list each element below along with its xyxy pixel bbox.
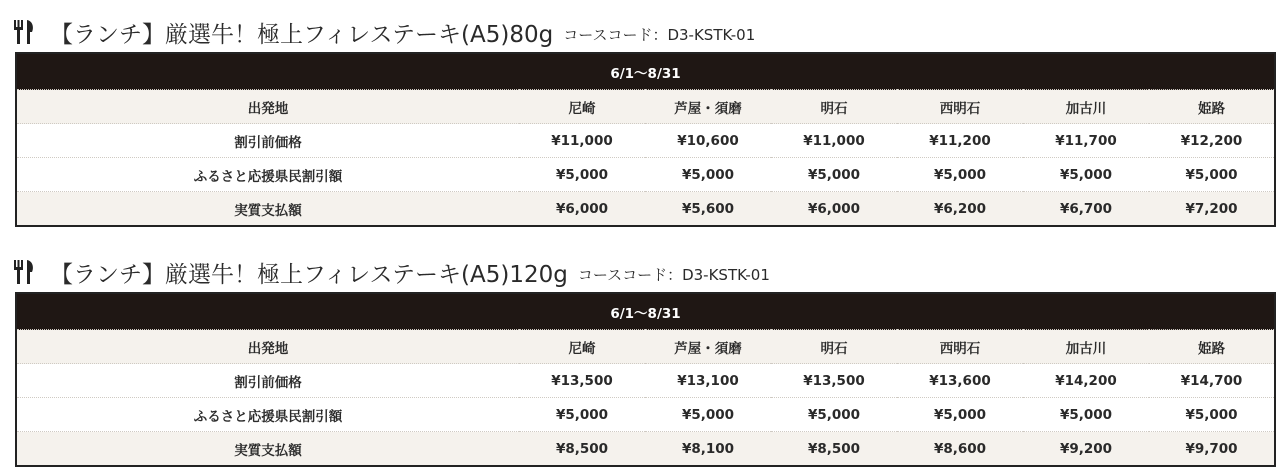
course-title: 【ランチ】厳選牛！極上フィレステーキ(A5)120g	[50, 262, 568, 288]
period-header: 6/1〜8/31	[16, 293, 1275, 330]
table-cell: ¥5,000	[1023, 158, 1149, 192]
course-code: コースコード：D3-KSTK-01	[563, 26, 756, 44]
table-cell: 西明石	[897, 330, 1023, 364]
table-cell: ¥5,000	[519, 398, 645, 432]
table-cell: ¥5,600	[645, 192, 771, 227]
table-row	[16, 330, 1275, 364]
fork-knife-icon	[14, 260, 36, 284]
course-heading	[0, 14, 1288, 50]
table-cell: ¥8,100	[645, 432, 771, 467]
table-cell: ¥13,100	[645, 364, 771, 398]
table-cell: ¥9,200	[1023, 432, 1149, 467]
row-label: 割引前価格	[16, 364, 519, 398]
table-cell: ¥11,000	[519, 124, 645, 158]
table-cell: ¥5,000	[519, 158, 645, 192]
table-row	[16, 432, 1275, 467]
table-cell: 姫路	[1149, 90, 1275, 124]
price-table	[15, 52, 1276, 227]
table-cell: ¥14,700	[1149, 364, 1275, 398]
table-cell: ¥11,200	[897, 124, 1023, 158]
table-cell: ¥13,500	[519, 364, 645, 398]
table-cell: 尼崎	[519, 330, 645, 364]
table-cell: ¥5,000	[1149, 398, 1275, 432]
course-title: 【ランチ】厳選牛！極上フィレステーキ(A5)80g	[50, 22, 554, 48]
table-cell: ¥5,000	[1023, 398, 1149, 432]
row-label: ふるさと応援県民割引額	[16, 158, 519, 192]
course-code: コースコード：D3-KSTK-01	[577, 266, 770, 284]
table-cell: 明石	[771, 330, 897, 364]
course-section-80g	[0, 14, 1288, 219]
table-cell: ¥5,000	[771, 398, 897, 432]
table-cell: ¥10,600	[645, 124, 771, 158]
table-cell: ¥7,200	[1149, 192, 1275, 227]
table-cell: 芦屋・須磨	[645, 90, 771, 124]
table-cell: ¥5,000	[897, 158, 1023, 192]
table-row	[16, 364, 1275, 398]
table-cell: ¥5,000	[1149, 158, 1275, 192]
period-header: 6/1〜8/31	[16, 53, 1275, 90]
row-label: 実質支払額	[16, 432, 519, 467]
table-row	[16, 398, 1275, 432]
table-cell: ¥8,500	[771, 432, 897, 467]
table-cell: ¥5,000	[771, 158, 897, 192]
table-cell: ¥13,600	[897, 364, 1023, 398]
table-row	[16, 90, 1275, 124]
table-cell: ¥8,600	[897, 432, 1023, 467]
row-label: 出発地	[16, 330, 519, 364]
table-cell: 姫路	[1149, 330, 1275, 364]
table-cell: ¥11,000	[771, 124, 897, 158]
table-cell: ¥11,700	[1023, 124, 1149, 158]
course-section-120g	[0, 254, 1288, 459]
table-cell: ¥6,000	[519, 192, 645, 227]
table-cell: ¥6,000	[771, 192, 897, 227]
table-cell: ¥14,200	[1023, 364, 1149, 398]
row-label: ふるさと応援県民割引額	[16, 398, 519, 432]
table-row	[16, 124, 1275, 158]
course-heading	[0, 254, 1288, 290]
table-cell: 西明石	[897, 90, 1023, 124]
table-cell: ¥8,500	[519, 432, 645, 467]
table-cell: 尼崎	[519, 90, 645, 124]
table-cell: ¥5,000	[897, 398, 1023, 432]
row-label: 出発地	[16, 90, 519, 124]
table-cell: ¥13,500	[771, 364, 897, 398]
row-label: 実質支払額	[16, 192, 519, 227]
table-cell: ¥5,000	[645, 158, 771, 192]
table-row	[16, 192, 1275, 227]
fork-knife-icon	[14, 20, 36, 44]
table-cell: 明石	[771, 90, 897, 124]
table-cell: ¥9,700	[1149, 432, 1275, 467]
price-table	[15, 292, 1276, 467]
table-cell: 加古川	[1023, 90, 1149, 124]
row-label: 割引前価格	[16, 124, 519, 158]
table-cell: ¥5,000	[645, 398, 771, 432]
table-cell: 芦屋・須磨	[645, 330, 771, 364]
table-cell: ¥6,200	[897, 192, 1023, 227]
table-row	[16, 158, 1275, 192]
table-cell: 加古川	[1023, 330, 1149, 364]
table-cell: ¥6,700	[1023, 192, 1149, 227]
table-cell: ¥12,200	[1149, 124, 1275, 158]
